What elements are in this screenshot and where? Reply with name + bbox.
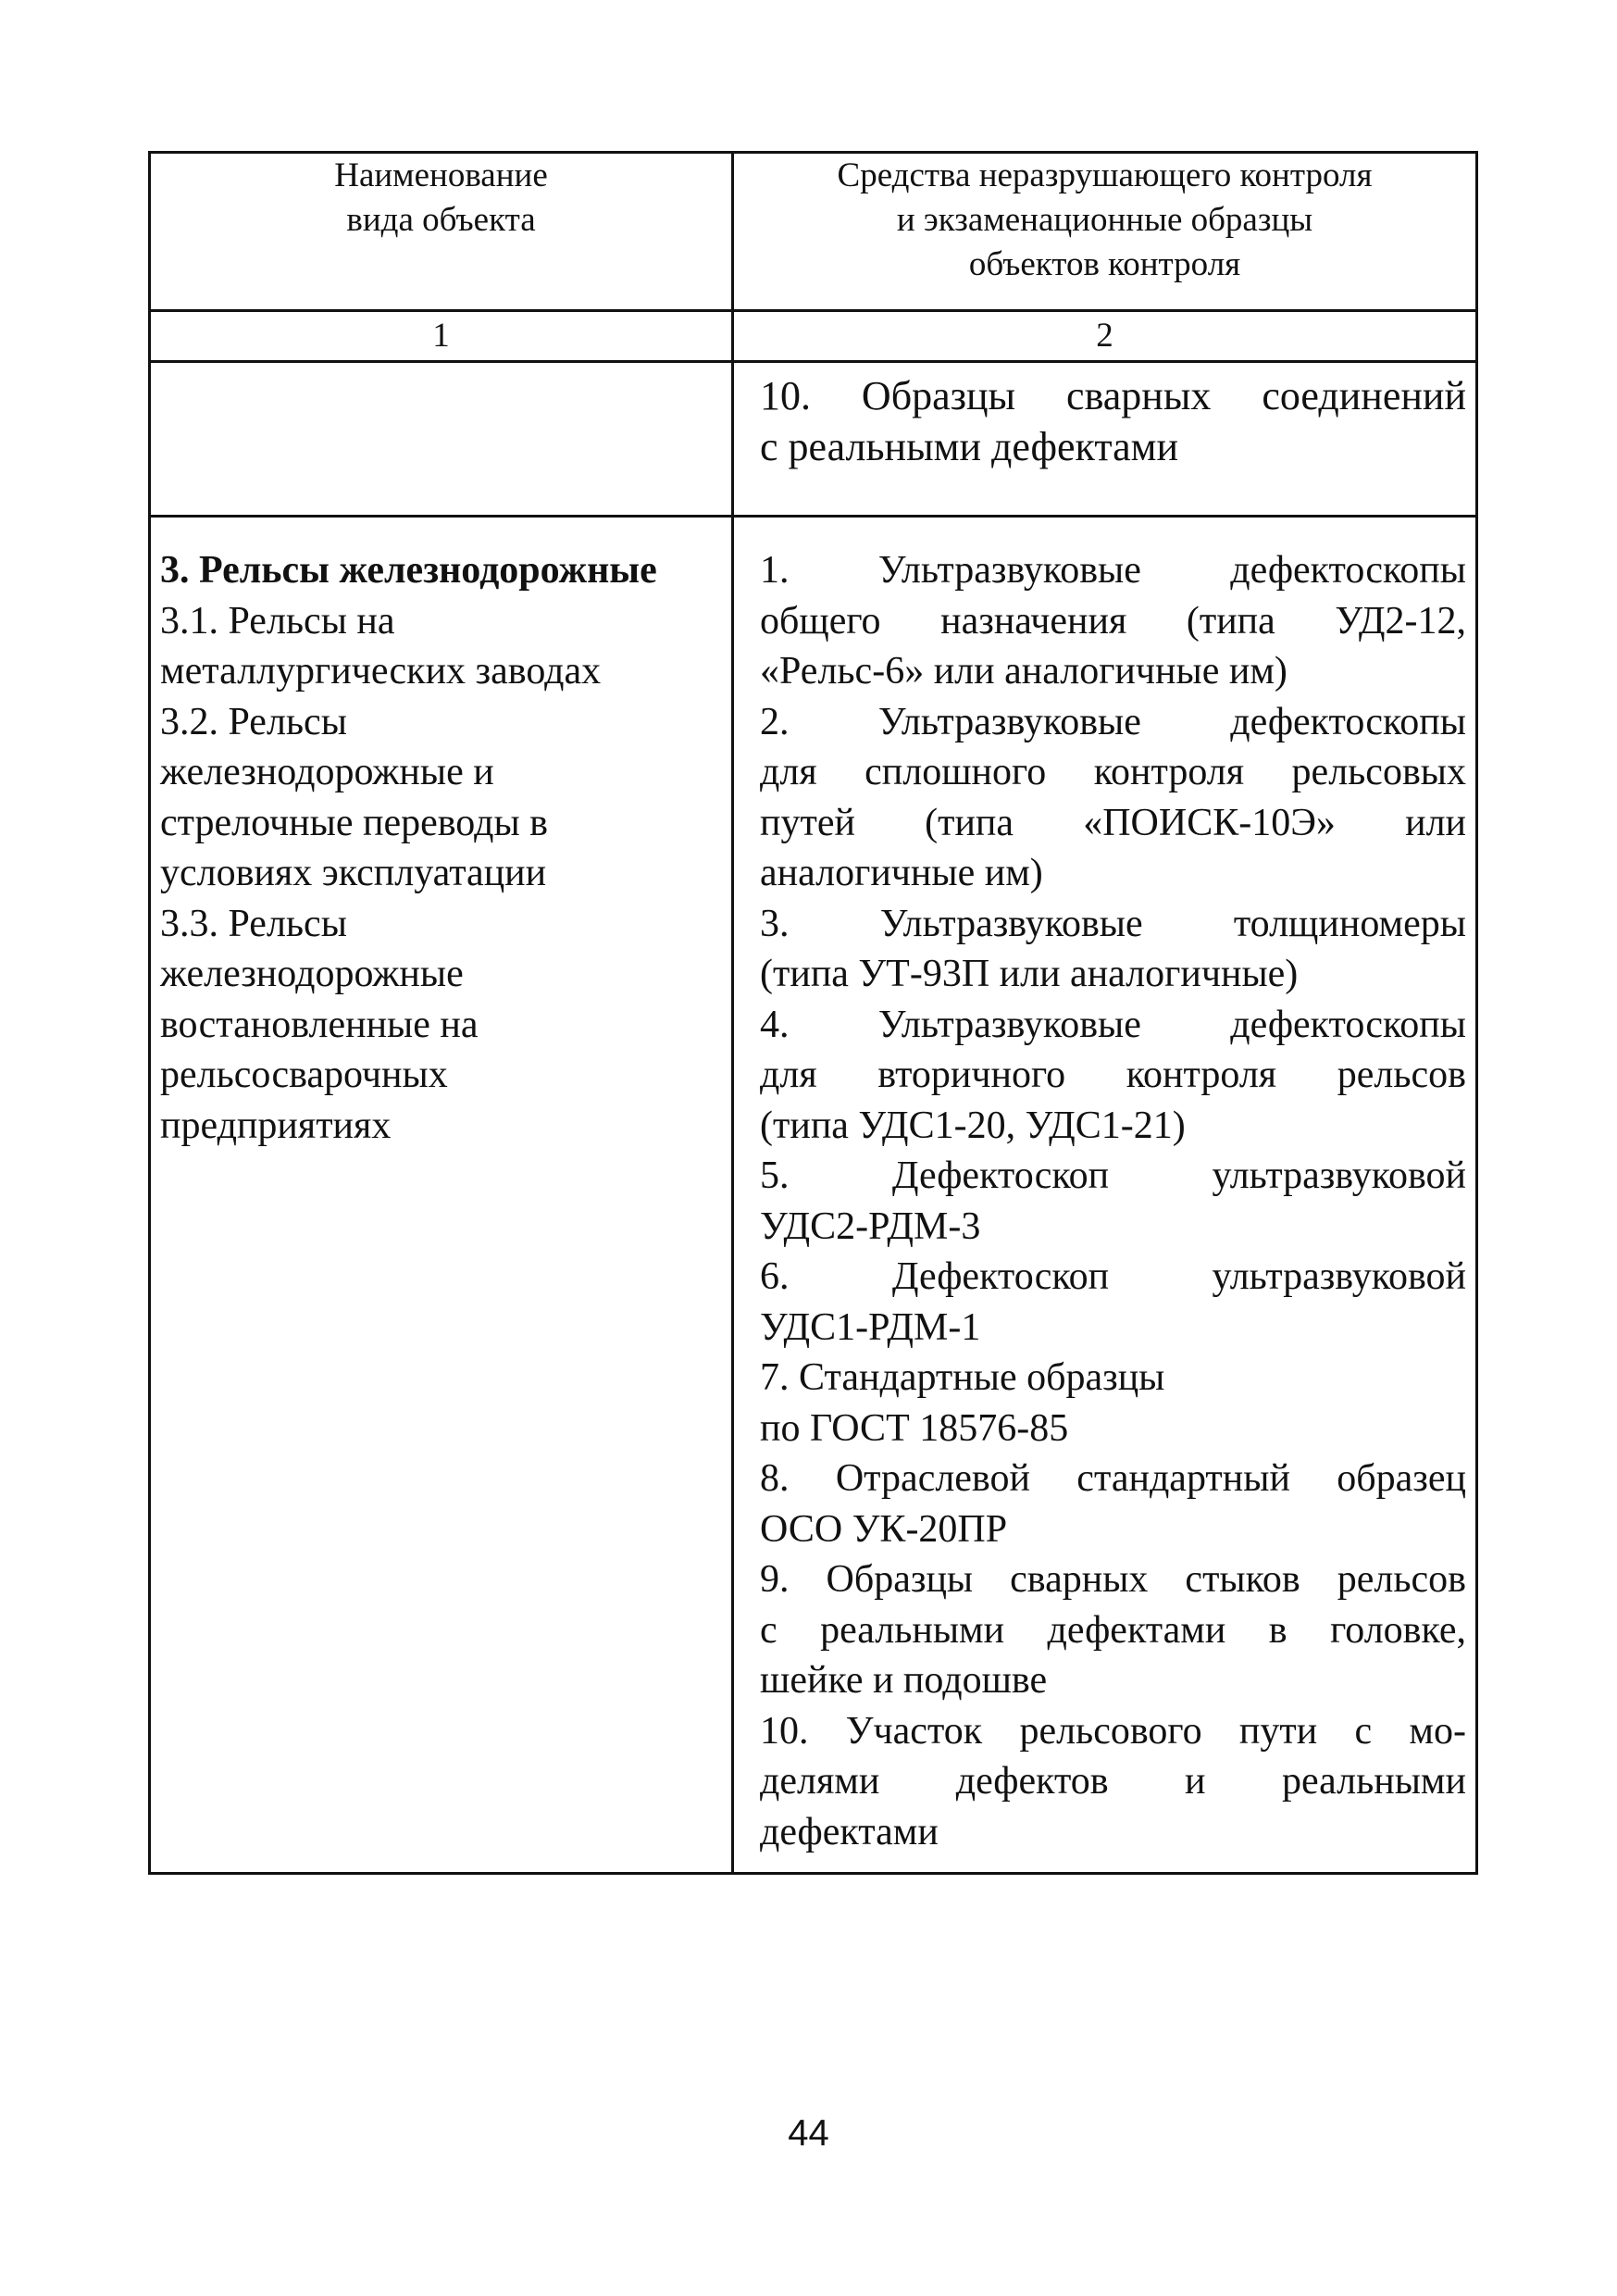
object-type-line: условиях эксплуатации [160,852,547,894]
ndt-means-line: 8. Отраслевой стандартный образец [760,1457,1466,1500]
object-type-line: востановленные на [160,1003,479,1046]
ndt-means-line: 9. Образцы сварных стыков рельсов [760,1558,1466,1601]
column-number-1: 1 [150,311,733,362]
ndt-means-line: для сплошного контроля рельсовых [760,751,1466,793]
row1-col2-line: 10. Образцы сварных соединений [760,373,1466,418]
ndt-means-line: УДС1-РДМ-1 [760,1305,981,1349]
table-row [150,517,1477,1874]
object-type-line: рельсосварочных [160,1054,448,1096]
object-type-line: 3. Рельсы железнодорожные [160,549,657,592]
ndt-means-cell [733,517,1477,1874]
ndt-means-line: аналогичные им) [760,852,1043,894]
header-col1-line: вида объекта [346,201,536,239]
object-type-line: стрелочные переводы в [160,801,548,844]
column-number-2: 2 [733,311,1477,362]
ndt-means-line: общего назначения (типа УД2-12, [760,599,1466,643]
object-type-line: 3.2. Рельсы [160,700,347,743]
row1-col2 [733,362,1477,517]
ndt-means-line: по ГОСТ 18576-85 [760,1406,1069,1450]
ndt-means-line: делями дефектов и реальными [760,1760,1466,1803]
ndt-means-line: 4. Ультразвуковые дефектоскопы [760,1003,1466,1046]
page-number: 44 [788,2113,829,2153]
ndt-means-line: «Рельс-6» или аналогичные им) [760,650,1287,693]
ndt-means-line: (типа УТ-93П или аналогичные) [760,953,1299,995]
row1-col1 [150,362,733,517]
ndt-means-line: путей (типа «ПОИСК-10Э» или [760,801,1466,844]
object-type-cell [150,517,733,1874]
ndt-means-line: 7. Стандартные образцы [760,1356,1165,1399]
ndt-means-line: дефектами [760,1810,939,1853]
header-col2 [733,153,1477,311]
header-col2-line: и экзаменационные образцы [896,201,1313,239]
ndt-means-line: ОСО УК-20ПР [760,1507,1008,1551]
object-type-line: 3.3. Рельсы [160,902,347,945]
object-type-line: железнодорожные и [160,751,494,793]
ndt-means-line: с реальными дефектами в головке, [760,1608,1466,1652]
header-col1-line: Наименование [334,156,548,194]
ndt-means-line: для вторичного контроля рельсов [760,1054,1466,1096]
ndt-means-line: 3. Ультразвуковые толщиномеры [760,902,1466,945]
ndt-means-line: 1. Ультразвуковые дефектоскопы [760,549,1466,592]
ndt-means-line: 10. Участок рельсового пути с мо- [760,1709,1466,1753]
object-type-line: металлургических заводах [160,650,602,693]
ndt-means-line: (типа УДС1-20, УДС1-21) [760,1104,1186,1147]
ndt-means-line: УДС2-РДМ-3 [760,1204,981,1248]
table-row [150,362,1477,517]
ndt-means-line: шейке и подошве [760,1659,1048,1702]
content-table [148,151,1478,1875]
object-type-line: 3.1. Рельсы на [160,599,395,643]
object-type-line: предприятиях [160,1104,392,1147]
object-type-line: железнодорожные [160,953,464,995]
ndt-means-line: 6. Дефектоскоп ультразвуковой [760,1255,1466,1298]
header-col1 [150,153,733,311]
ndt-means-line: 5. Дефектоскоп ультразвуковой [760,1154,1466,1197]
table-header-row [150,153,1477,311]
ndt-means-line: 2. Ультразвуковые дефектоскопы [760,700,1466,743]
column-number-row [150,311,1477,362]
header-col2-line: объектов контроля [968,245,1241,283]
header-col2-line: Средства неразрушающего контроля [837,156,1373,194]
row1-col2-line: с реальными дефектами [760,424,1179,469]
